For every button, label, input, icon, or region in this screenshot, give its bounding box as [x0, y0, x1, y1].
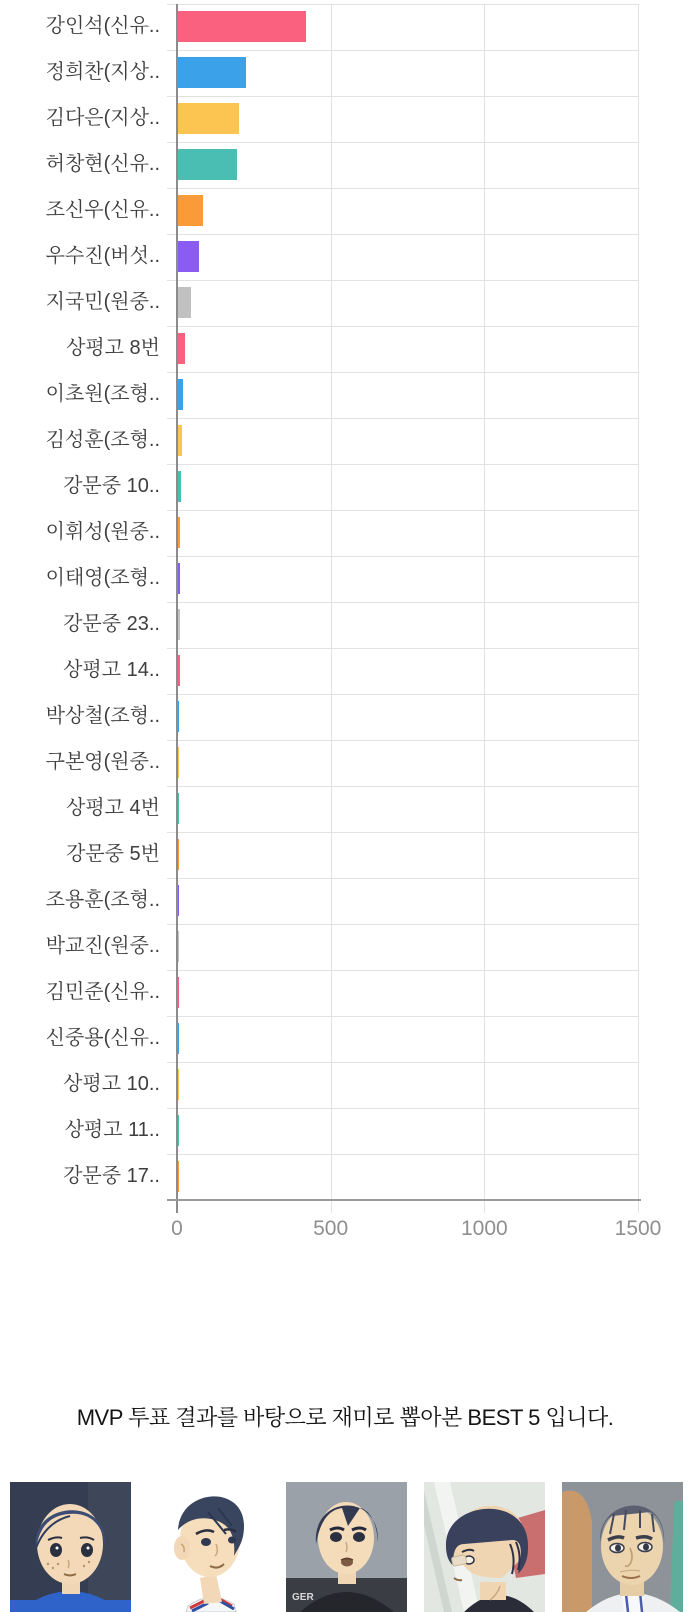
row-label: 이휘성(원중..	[0, 517, 160, 548]
bar	[178, 747, 179, 778]
bar	[178, 517, 180, 548]
row-gridline	[167, 602, 638, 603]
bar	[178, 885, 179, 916]
bar	[178, 103, 239, 134]
row-label: 이초원(조형..	[0, 379, 160, 410]
bar	[178, 839, 179, 870]
row-gridline	[167, 4, 638, 5]
bar	[178, 701, 179, 732]
row-label: 조용훈(조형..	[0, 885, 160, 916]
character-portrait-3	[286, 1482, 407, 1612]
x-axis-tick-label: 1500	[598, 1217, 678, 1241]
bar	[178, 563, 180, 594]
row-gridline	[167, 510, 638, 511]
row-label: 김다은(지상..	[0, 103, 160, 134]
row-gridline	[167, 740, 638, 741]
row-gridline	[167, 786, 638, 787]
x-gridline	[638, 4, 639, 1213]
character-portrait-1	[10, 1482, 131, 1612]
bar	[178, 931, 179, 962]
row-label: 지국민(원중..	[0, 287, 160, 318]
bar	[178, 195, 203, 226]
character-portrait-2	[148, 1482, 269, 1612]
row-gridline	[167, 96, 638, 97]
row-label: 우수진(버섯..	[0, 241, 160, 272]
row-label: 강인석(신유..	[0, 11, 160, 42]
bar	[178, 793, 179, 824]
row-gridline	[167, 1062, 638, 1063]
row-label: 박교진(원중..	[0, 931, 160, 962]
row-gridline	[167, 694, 638, 695]
row-label: 김민준(신유..	[0, 977, 160, 1008]
row-gridline	[167, 556, 638, 557]
row-gridline	[167, 924, 638, 925]
row-gridline	[167, 234, 638, 235]
row-gridline	[167, 832, 638, 833]
row-gridline	[167, 648, 638, 649]
row-label: 상평고 14..	[0, 655, 160, 686]
x-axis-line	[167, 1199, 641, 1201]
row-label: 상평고 4번	[0, 793, 160, 824]
y-axis-line	[176, 4, 178, 1213]
x-axis-tick-label: 0	[137, 1217, 217, 1241]
row-gridline	[167, 372, 638, 373]
row-label: 상평고 11..	[0, 1115, 160, 1146]
character-portrait-4	[424, 1482, 545, 1612]
row-label: 강문중 17..	[0, 1161, 160, 1192]
row-gridline	[167, 188, 638, 189]
row-label: 박상철(조형..	[0, 701, 160, 732]
row-gridline	[167, 878, 638, 879]
chart-plot-area	[177, 4, 638, 1200]
row-gridline	[167, 970, 638, 971]
bar	[178, 333, 185, 364]
bar	[178, 655, 180, 686]
x-axis-tick-label: 500	[291, 1217, 371, 1241]
bar	[178, 977, 179, 1008]
row-gridline	[167, 142, 638, 143]
row-label: 상평고 10..	[0, 1069, 160, 1100]
row-label: 구본영(원중..	[0, 747, 160, 778]
row-gridline	[167, 1154, 638, 1155]
row-gridline	[167, 326, 638, 327]
row-gridline	[167, 1016, 638, 1017]
row-label: 신중용(신유..	[0, 1023, 160, 1054]
row-label: 김성훈(조형..	[0, 425, 160, 456]
bar	[178, 11, 306, 42]
bar	[178, 609, 180, 640]
bar	[178, 287, 191, 318]
caption-text: MVP 투표 결과를 바탕으로 재미로 뽑아본 BEST 5 입니다.	[0, 1401, 690, 1432]
character-portrait-5	[562, 1482, 683, 1612]
row-gridline	[167, 280, 638, 281]
svg-text:GER: GER	[292, 1592, 314, 1603]
bar	[178, 57, 246, 88]
x-axis-tick-label: 1000	[444, 1217, 524, 1241]
best5-portraits-row	[0, 1482, 690, 1600]
bar	[178, 1023, 179, 1054]
row-gridline	[167, 418, 638, 419]
row-label: 이태영(조형..	[0, 563, 160, 594]
row-gridline	[167, 1108, 638, 1109]
row-label: 상평고 8번	[0, 333, 160, 364]
row-label: 정희찬(지상..	[0, 57, 160, 88]
bar	[178, 425, 182, 456]
row-label: 조신우(신유..	[0, 195, 160, 226]
row-label: 강문중 10..	[0, 471, 160, 502]
row-gridline	[167, 50, 638, 51]
x-gridline	[331, 4, 332, 1213]
row-gridline	[167, 464, 638, 465]
row-label: 허창현(신유..	[0, 149, 160, 180]
bar	[178, 149, 237, 180]
row-label: 강문중 5번	[0, 839, 160, 870]
x-gridline	[484, 4, 485, 1213]
bar	[178, 471, 181, 502]
bar	[178, 379, 183, 410]
row-label: 강문중 23..	[0, 609, 160, 640]
bar	[178, 241, 199, 272]
